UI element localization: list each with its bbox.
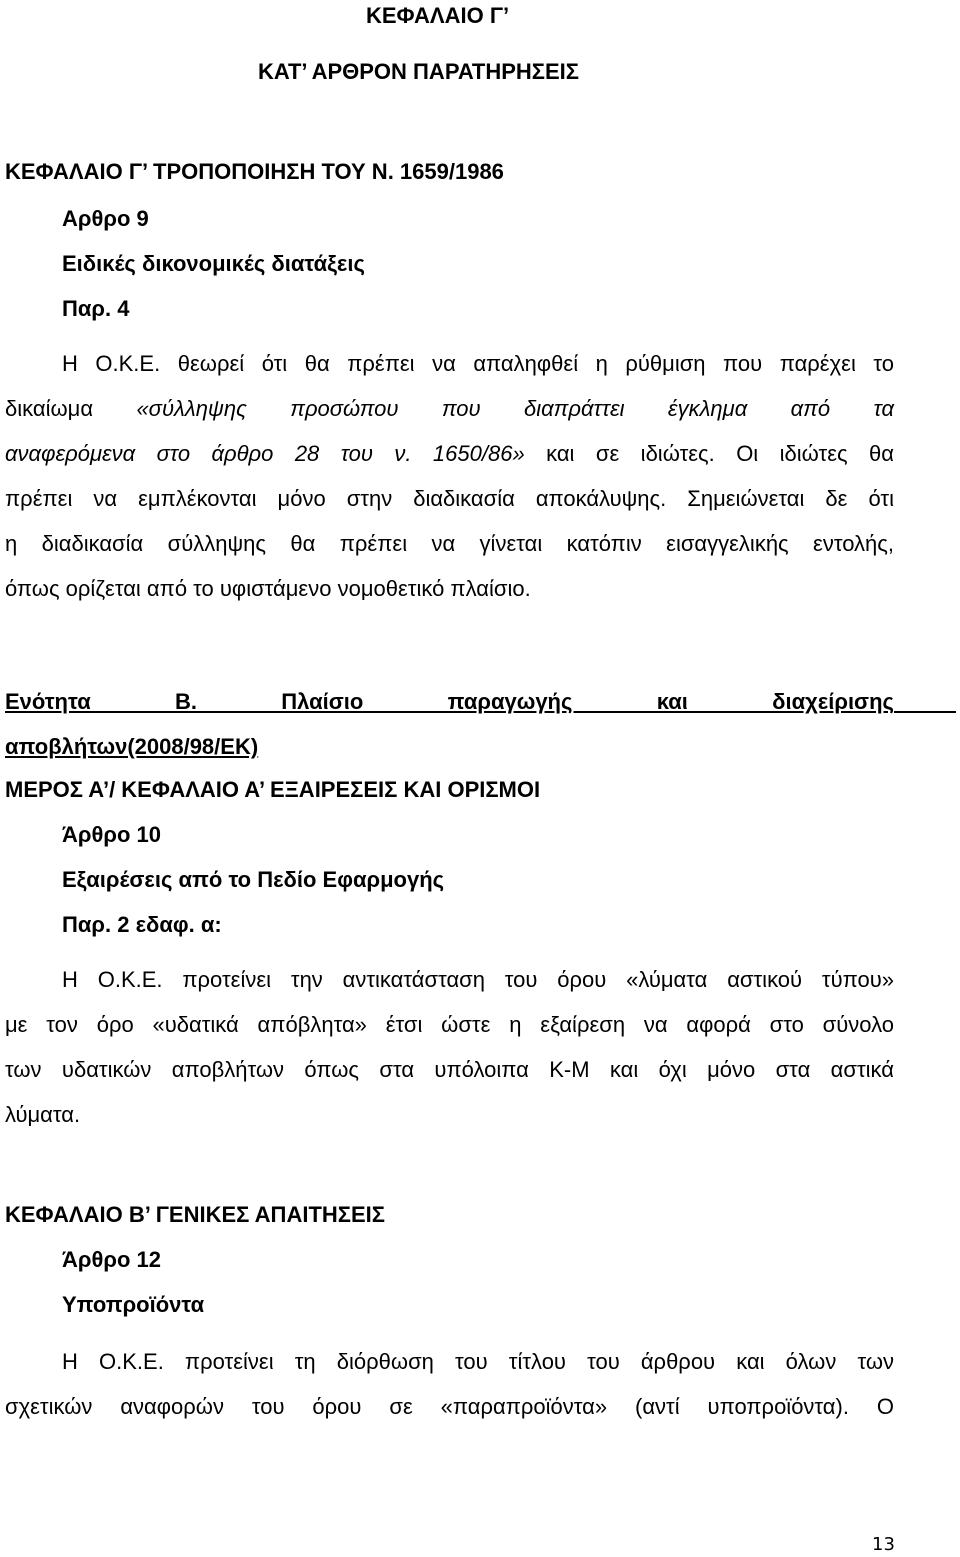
body-line	[5, 440, 894, 468]
body-line: με τον όρο «υδατικά απόβλητα» έτσι ώστε η εξαίρεση να αφορά στο σύνολο	[5, 1012, 894, 1037]
chapter-subtitle: ΚΑΤ’ ΑΡΘΡΟΝ ΠΑΡΑΤΗΡΗΣΕΙΣ	[258, 59, 579, 84]
article-number: Άρθρο 12	[62, 1247, 162, 1272]
article-number: Άρθρο 10	[62, 822, 162, 847]
paragraph-reference: Παρ. 2 εδαφ. α:	[62, 912, 222, 937]
body-text: και σε ιδιώτες. Οι ιδιώτες θα	[524, 441, 894, 466]
body-line	[5, 395, 894, 423]
article-title: Ειδικές δικονομικές διατάξεις	[62, 251, 365, 276]
part-heading: ΜΕΡΟΣ Α’/ ΚΕΦΑΛΑΙΟ Α’ ΕΞΑΙΡΕΣΕΙΣ ΚΑΙ ΟΡΙΣΜΟΙ	[5, 777, 541, 802]
body-line: Η Ο.Κ.Ε. θεωρεί ότι θα πρέπει να απαληφθεί η ρύθμιση που παρέχει το	[62, 351, 894, 376]
section-heading: ΚΕΦΑΛΑΙΟ Β’ ΓΕΝΙΚΕΣ ΑΠΑΙΤΗΣΕΙΣ	[5, 1202, 385, 1227]
body-line: η διαδικασία σύλληψης θα πρέπει να γίνεται κατόπιν εισαγγελικής εντολής,	[5, 531, 894, 556]
heading-underline	[894, 711, 956, 713]
article-title: Εξαιρέσεις από το Πεδίο Εφαρμογής	[62, 867, 445, 892]
section-heading: ΚΕΦΑΛΑΙΟ Γ’ ΤΡΟΠΟΠΟΙΗΣΗ ΤΟΥ Ν. 1659/1986	[5, 159, 504, 184]
quoted-phrase: «σύλληψης προσώπου που διαπράττει έγκλημα από τα	[136, 396, 895, 421]
body-line: Η Ο.Κ.Ε. προτείνει τη διόρθωση του τίτλου του άρθρου και όλων των	[62, 1349, 894, 1374]
article-title: Υποπροϊόντα	[62, 1292, 205, 1317]
body-line: των υδατικών αποβλήτων όπως στα υπόλοιπα Κ-Μ και όχι μόνο στα αστικά	[5, 1057, 894, 1082]
body-line: σχετικών αναφορών του όρου σε «παραπροϊόντα» (αντί υποπροϊόντα). Ο	[5, 1394, 894, 1419]
section-heading: Ενότητα Β. Πλαίσιο παραγωγής και διαχείρισης	[5, 689, 894, 714]
body-line: Η Ο.Κ.Ε. προτείνει την αντικατάσταση του όρου «λύματα αστικού τύπου»	[62, 967, 894, 992]
page-number: 13	[872, 1534, 895, 1555]
chapter-title: ΚΕΦΑΛΑΙΟ Γ’	[366, 3, 510, 28]
body-text: δικαίωμα	[5, 396, 137, 421]
body-line: όπως ορίζεται από το υφιστάμενο νομοθετικό πλαίσιο.	[5, 576, 531, 601]
paragraph-reference: Παρ. 4	[62, 296, 130, 321]
quoted-phrase: αναφερόμενα στο άρθρο 28 του ν. 1650/86»	[5, 441, 525, 466]
body-line: λύματα.	[5, 1102, 81, 1127]
body-line: πρέπει να εμπλέκονται μόνο στην διαδικασία αποκάλυψης. Σημειώνεται δε ότι	[5, 486, 894, 511]
section-heading-continued: αποβλήτων(2008/98/ΕΚ)	[5, 734, 259, 759]
article-number: Αρθρο 9	[62, 206, 149, 231]
